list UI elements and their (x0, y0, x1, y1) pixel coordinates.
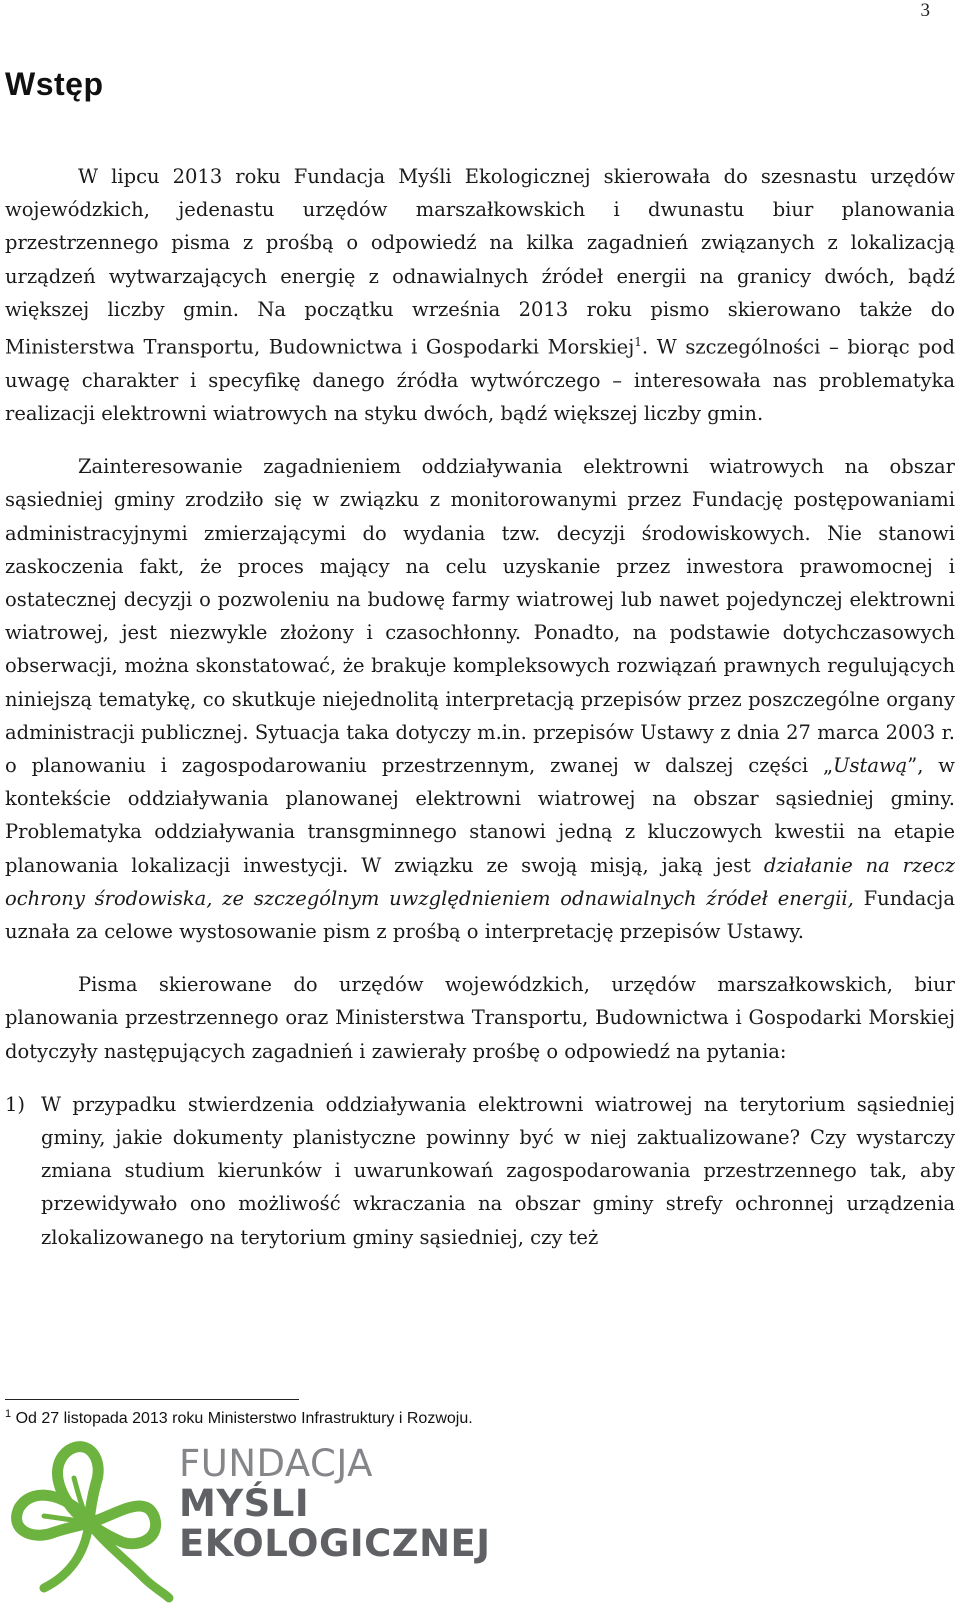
footnote-number: 1 (5, 1408, 12, 1420)
page-heading: Wstęp (5, 66, 104, 102)
paragraph-1 (5, 160, 955, 430)
paragraph-3: Pisma skierowane do urzędów wojewódzkich, urzędów marszałkowskich, biur planowania przestrzennego oraz Ministerstwa Transportu, Budownictwa i Gospodarki Morskiej dotyczyły następujących zagadnień i zawierały prośbę o odpowiedź na pytania: (5, 973, 955, 1063)
footnote (5, 1410, 473, 1428)
question-list (5, 1088, 955, 1254)
foundation-logo (4, 1438, 491, 1608)
logo-wordmark (179, 1444, 491, 1564)
list-item-number: 1) (5, 1092, 26, 1116)
paragraph-1-text-b: . W szczególności – biorąc pod uwagę charakter i specyfikę danego źródła wytwórczego – interesowała nas problematyka realizacji elektrowni wiatrowych na styku dwóch, bądź większej liczby gmin. (5, 335, 955, 425)
list-item (5, 1088, 955, 1254)
paragraph-2 (5, 450, 955, 948)
logo-line-2: MYŚLI (179, 1482, 310, 1525)
page-number: 3 (920, 0, 930, 21)
document-body (5, 160, 955, 1254)
logo-line-1: FUNDACJA (179, 1442, 373, 1485)
paragraph-2-text-c: Fundacja uznała za celowe wystosowanie pism z prośbą o interpretację przepisów Ustawy. (5, 886, 955, 943)
paragraph-2-italic-mission: działanie na rzecz ochrony środowiska, ze szczególnym uwzględnieniem odnawialnych źródeł energii, (5, 853, 955, 910)
footnote-separator (5, 1399, 299, 1400)
footnote-reference: 1 (634, 335, 642, 350)
paragraph-2-italic-ustawa: Ustawą (833, 753, 908, 777)
paragraph-1-text-a: W lipcu 2013 roku Fundacja Myśli Ekologicznej skierowała do szesnastu urzędów wojewódzkich, jedenastu urzędów marszałkowskich i dwunastu biur planowania przestrzennego pisma z prośbą o odpowiedź na kilka zagadnień związanych z lokalizacją urządzeń wytwarzających energię z odnawialnych źródeł energii na granicy dwóch, bądź większej liczby gmin. Na początku września 2013 roku pismo skierowano także do Ministerstwa Transportu, Budownictwa i Gospodarki Morskiej (5, 165, 955, 359)
shamrock-icon (4, 1438, 174, 1608)
list-item-text: W przypadku stwierdzenia oddziaływania elektrowni wiatrowej na terytorium sąsiedniej gminy, jakie dokumenty planistyczne powinny być w niej zaktualizowane? Czy wystarczy zmiana studium kierunków i uwarunkowań zagospodarowania przestrzennego tak, aby przewidywało ono możliwość wkraczania na obszar gminy strefy ochronnej urządzenia zlokalizowanego na terytorium gminy sąsiedniej, czy też (41, 1092, 955, 1249)
logo-line-3: EKOLOGICZNEJ (179, 1522, 491, 1565)
paragraph-2-text-a: Zainteresowanie zagadnieniem oddziaływania elektrowni wiatrowych na obszar sąsiedniej gminy zrodziło się w związku z monitorowanymi przez Fundację postępowaniami administracyjnymi zmierzającymi do wydania tzw. decyzji środowiskowych. Nie stanowi zaskoczenia fakt, że proces mający na celu uzyskanie przez inwestora prawomocnej i ostatecznej decyzji o pozwoleniu na budowę farmy wiatrowej lub nawet pojedynczej elektrowni wiatrowej, jest niezwykle złożony i czasochłonny. Ponadto, na podstawie dotychczasowych obserwacji, można skonstatować, że brakuje kompleksowych rozwiązań prawnych regulujących niniejszą tematykę, co skutkuje niejednolitą interpretacją przepisów przez poszczególne organy administracji publicznej. Sytuacja taka dotyczy m.in. przepisów Ustawy z dnia 27 marca 2003 r. o planowaniu i zagospodarowaniu przestrzennym, zwanej w dalszej części „ (5, 455, 955, 777)
footnote-text: Od 27 listopada 2013 roku Ministerstwo Infrastruktury i Rozwoju. (15, 1410, 473, 1427)
paragraph-2-text-b: ”, w kontekście oddziaływania planowanej elektrowni wiatrowej na obszar sąsiedniej gminy. Problematyka oddziaływania transgminnego stanowi jedną z kluczowych kwestii na etapie planowania lokalizacji inwestycji. W związku ze swoją misją, jaką jest (5, 753, 955, 877)
